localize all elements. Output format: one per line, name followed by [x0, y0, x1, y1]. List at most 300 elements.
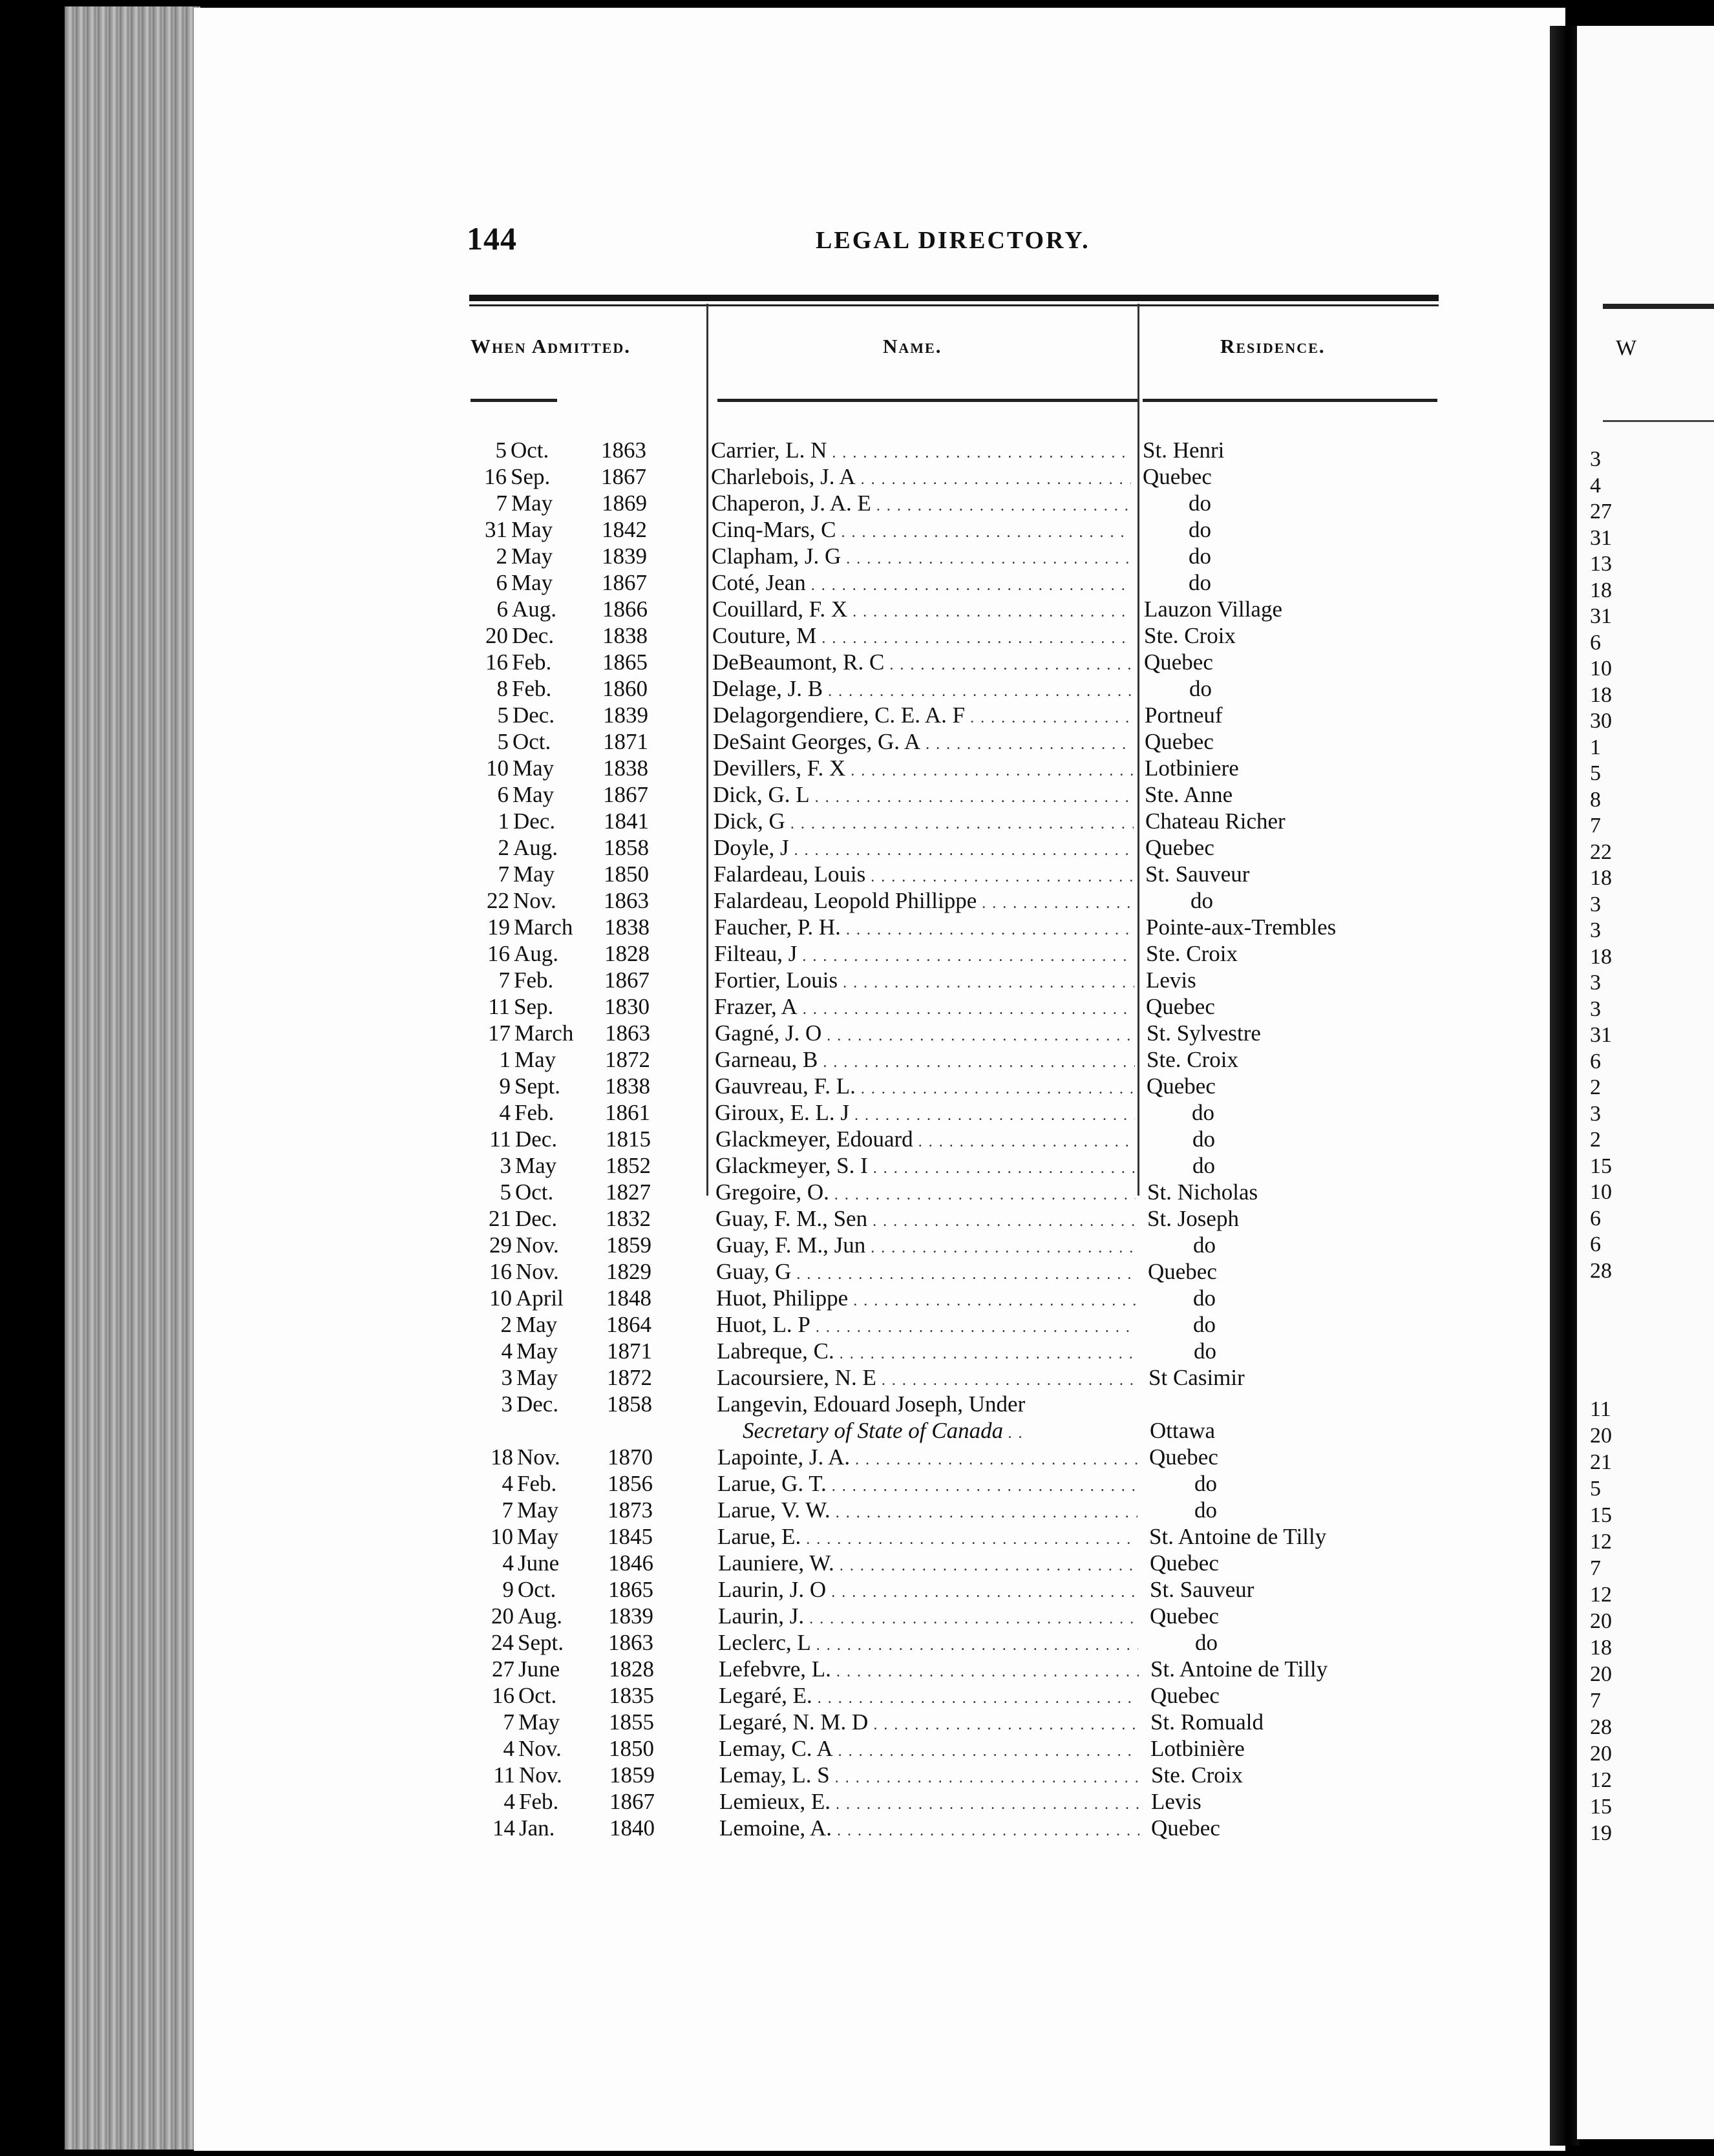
- admitted-month: March: [514, 914, 573, 940]
- admitted-month: May: [513, 861, 555, 887]
- facing-page-day: 11: [1590, 1397, 1611, 1421]
- facing-page-day: 19: [1590, 1821, 1612, 1845]
- admitted-year: 1867: [603, 782, 648, 807]
- lawyer-name: Doyle, J . . .: [714, 834, 1134, 861]
- admitted-day: 3: [501, 1391, 513, 1417]
- facing-page-day: 31: [1590, 525, 1612, 550]
- lawyer-name: Fortier, Louis . . .: [714, 967, 1134, 993]
- column-rule-when-admitted: [471, 399, 557, 402]
- facing-page-day: 20: [1590, 1424, 1612, 1448]
- facing-page-day: 20: [1590, 1662, 1612, 1686]
- residence: do: [1189, 517, 1211, 542]
- facing-page-day: 7: [1590, 1556, 1601, 1580]
- admitted-day: 4: [499, 1100, 511, 1125]
- header-rule-thin: [469, 304, 1439, 306]
- admitted-month: June: [518, 1550, 560, 1576]
- running-head: LEGAL DIRECTORY.: [816, 227, 1090, 254]
- facing-page-day: 5: [1590, 761, 1601, 785]
- lawyer-name: Dick, G . . .: [714, 808, 1134, 834]
- residence: Quebec: [1144, 650, 1213, 675]
- admitted-day: 16: [485, 650, 508, 675]
- admitted-month: Feb.: [512, 650, 552, 675]
- facing-page-fragment: [1577, 26, 1714, 2139]
- facing-page-day: 15: [1590, 1503, 1612, 1527]
- admitted-year: 1871: [603, 729, 648, 754]
- admitted-day: 2: [498, 835, 509, 860]
- residence: do: [1189, 676, 1212, 701]
- admitted-day: 5: [495, 438, 507, 463]
- admitted-day: 27: [492, 1656, 514, 1682]
- residence: Ste. Croix: [1151, 1762, 1243, 1788]
- admitted-month: Dec.: [513, 703, 555, 728]
- facing-page-day: 13: [1590, 552, 1612, 576]
- admitted-month: Nov.: [518, 1736, 562, 1761]
- residence: Lotbinière: [1150, 1736, 1245, 1761]
- residence: do: [1189, 491, 1211, 516]
- admitted-year: 1865: [608, 1577, 653, 1602]
- lawyer-name: Launiere, W. . . .: [718, 1550, 1138, 1576]
- lawyer-name: Guay, F. M., Sen . . .: [715, 1205, 1136, 1232]
- admitted-month: Oct.: [518, 1683, 557, 1708]
- admitted-month: Feb.: [517, 1471, 557, 1496]
- residence: Quebec: [1150, 1683, 1220, 1708]
- facing-page-day: 3: [1590, 447, 1601, 471]
- facing-page-day: 31: [1590, 1023, 1612, 1047]
- lawyer-name: DeBeaumont, R. C . . .: [712, 649, 1132, 675]
- lawyer-title-continuation: Secretary of State of Canada . .: [743, 1417, 1137, 1444]
- admitted-month: May: [511, 570, 553, 595]
- admitted-year: 1850: [604, 861, 649, 887]
- residence: do: [1192, 1100, 1214, 1125]
- admitted-day: 4: [503, 1789, 515, 1814]
- facing-page-day: 3: [1590, 892, 1601, 916]
- residence: St. Sauveur: [1145, 861, 1250, 887]
- admitted-day: 10: [491, 1524, 513, 1549]
- lawyer-name: Labreque, C. . . .: [717, 1338, 1137, 1364]
- admitted-month: May: [517, 1524, 559, 1549]
- lawyer-name: Laurin, J. . . .: [718, 1603, 1138, 1629]
- facing-page-day: 22: [1590, 840, 1612, 864]
- admitted-year: 1870: [608, 1444, 653, 1470]
- residence: St. Sauveur: [1150, 1577, 1254, 1602]
- admitted-day: 10: [489, 1285, 512, 1311]
- admitted-year: 1830: [604, 994, 650, 1019]
- admitted-year: 1863: [601, 438, 646, 463]
- residence: do: [1193, 1285, 1216, 1311]
- residence: Ottawa: [1150, 1418, 1216, 1443]
- admitted-year: 1846: [608, 1550, 653, 1576]
- column-rule-residence: [1143, 399, 1437, 402]
- admitted-month: May: [515, 1153, 557, 1178]
- admitted-day: 6: [497, 782, 509, 807]
- admitted-year: 1867: [609, 1789, 655, 1814]
- admitted-month: Dec.: [512, 623, 555, 648]
- facing-page-day: 18: [1590, 682, 1612, 707]
- facing-page-day: 8: [1590, 787, 1601, 812]
- lawyer-name: Frazer, A . . .: [714, 993, 1134, 1020]
- admitted-day: 7: [498, 861, 509, 887]
- admitted-day: 29: [489, 1232, 512, 1258]
- facing-page-day: 21: [1590, 1450, 1612, 1474]
- admitted-day: 4: [502, 1550, 514, 1576]
- facing-page-day: 3: [1590, 1101, 1601, 1126]
- admitted-month: March: [514, 1020, 574, 1046]
- lawyer-name: Legaré, N. M. D . . .: [719, 1709, 1139, 1735]
- admitted-day: 7: [498, 967, 510, 993]
- facing-page-day: 18: [1590, 1636, 1612, 1660]
- facing-page-day: 18: [1590, 866, 1612, 890]
- book-page-edges: [65, 6, 200, 2150]
- residence: Quebec: [1145, 835, 1214, 860]
- admitted-year: 1863: [608, 1630, 653, 1655]
- admitted-month: Dec.: [515, 1206, 558, 1231]
- lawyer-name: Gauvreau, F. L. . . .: [715, 1073, 1135, 1099]
- residence: do: [1192, 1153, 1215, 1178]
- admitted-year: 1838: [603, 756, 648, 781]
- column-rule-name: [717, 399, 1137, 402]
- residence: Levis: [1146, 967, 1196, 993]
- facing-page-day: 4: [1590, 473, 1601, 498]
- lawyer-name: Garneau, B . . .: [715, 1046, 1135, 1073]
- residence: Quebec: [1151, 1815, 1220, 1841]
- admitted-day: 9: [499, 1073, 511, 1099]
- facing-page-day: 10: [1590, 1180, 1612, 1204]
- admitted-month: Sep.: [514, 994, 554, 1019]
- lawyer-name: Falardeau, Leopold Phillippe . . .: [714, 887, 1134, 914]
- lawyer-name: Guay, G . . .: [716, 1258, 1136, 1285]
- admitted-day: 22: [487, 888, 509, 913]
- admitted-year: 1861: [605, 1100, 650, 1125]
- facing-page-day: 6: [1590, 1232, 1601, 1256]
- admitted-month: Aug.: [518, 1603, 563, 1629]
- lawyer-name: DeSaint Georges, G. A . . .: [713, 728, 1133, 755]
- admitted-month: Feb.: [512, 676, 552, 701]
- admitted-day: 7: [496, 491, 507, 516]
- admitted-day: 16: [492, 1683, 514, 1708]
- facing-page-day: 30: [1590, 709, 1612, 733]
- lawyer-name: Leclerc, L . . .: [718, 1629, 1138, 1656]
- residence: Quebec: [1148, 1259, 1217, 1284]
- residence: St. Sylvestre: [1147, 1020, 1261, 1046]
- admitted-month: May: [517, 1497, 559, 1523]
- admitted-year: 1863: [604, 888, 649, 913]
- admitted-year: 1838: [604, 914, 650, 940]
- admitted-day: 21: [489, 1206, 511, 1231]
- facing-page-day: 1: [1590, 735, 1601, 759]
- residence: St. Antoine de Tilly: [1150, 1656, 1328, 1682]
- lawyer-name: Falardeau, Louis . . .: [714, 861, 1134, 887]
- admitted-month: Nov.: [516, 1232, 559, 1258]
- lawyer-name: Coté, Jean . . .: [712, 569, 1132, 596]
- admitted-year: 1828: [604, 941, 650, 966]
- admitted-year: 1866: [602, 597, 648, 622]
- lawyer-name: Cinq-Mars, C . . .: [712, 516, 1132, 543]
- residence: Ste. Croix: [1144, 623, 1236, 648]
- lawyer-name: Gagné, J. O . . .: [715, 1020, 1135, 1046]
- facing-page-day: 6: [1590, 1206, 1601, 1231]
- admitted-month: Aug.: [513, 835, 558, 860]
- admitted-year: 1828: [609, 1656, 654, 1682]
- admitted-year: 1839: [608, 1603, 653, 1629]
- facing-page-day: 2: [1590, 1075, 1601, 1099]
- admitted-year: 1850: [609, 1736, 654, 1761]
- admitted-year: 1858: [604, 835, 649, 860]
- residence: St. Henri: [1143, 438, 1225, 463]
- lawyer-name: Lemieux, E. . . .: [719, 1788, 1139, 1815]
- column-head-name: Name.: [883, 335, 942, 357]
- admitted-month: Dec.: [513, 808, 556, 834]
- residence: Quebec: [1150, 1603, 1219, 1629]
- facing-page-day: 7: [1590, 1689, 1601, 1713]
- lawyer-name: Lapointe, J. A. . . .: [717, 1444, 1137, 1470]
- residence: Lotbiniere: [1145, 756, 1239, 781]
- lawyer-name: Larue, G. T. . . .: [717, 1470, 1137, 1497]
- admitted-month: May: [511, 544, 553, 569]
- residence: Quebec: [1146, 994, 1215, 1019]
- residence: Quebec: [1150, 1550, 1219, 1576]
- admitted-year: 1863: [605, 1020, 650, 1046]
- facing-page-day: 15: [1590, 1795, 1612, 1819]
- residence: do: [1189, 544, 1211, 569]
- admitted-month: Feb.: [514, 967, 554, 993]
- facing-page-day: 31: [1590, 604, 1612, 628]
- lawyer-name: Langevin, Edouard Joseph, Under: [717, 1391, 1026, 1417]
- admitted-day: 4: [501, 1338, 513, 1364]
- residence: Quebec: [1149, 1444, 1218, 1470]
- lawyer-name: Huot, L. P . . .: [716, 1311, 1136, 1338]
- admitted-day: 31: [485, 517, 507, 542]
- admitted-month: Nov.: [513, 888, 556, 913]
- lawyer-name: Chaperon, J. A. E . . .: [712, 490, 1132, 516]
- admitted-month: May: [511, 491, 553, 516]
- admitted-month: May: [513, 756, 555, 781]
- lawyer-name: Charlebois, J. A . . .: [711, 463, 1131, 490]
- admitted-year: 1839: [602, 544, 647, 569]
- residence: Quebec: [1147, 1073, 1216, 1099]
- admitted-month: Feb.: [514, 1100, 555, 1125]
- lawyer-name: Lemay, C. A . . .: [719, 1735, 1139, 1762]
- lawyer-name: Huot, Philippe . . .: [716, 1285, 1136, 1311]
- residence: do: [1194, 1497, 1217, 1523]
- facing-page-day: 28: [1590, 1715, 1612, 1739]
- admitted-year: 1872: [605, 1047, 650, 1072]
- lawyer-name: Couillard, F. X . . .: [712, 596, 1132, 622]
- admitted-day: 19: [487, 914, 510, 940]
- facing-page-day: 15: [1590, 1154, 1612, 1178]
- lawyer-name: Larue, V. W. . . .: [717, 1497, 1137, 1523]
- admitted-year: 1829: [606, 1259, 651, 1284]
- residence: do: [1194, 1338, 1216, 1364]
- facing-page-column-head: W: [1616, 336, 1637, 360]
- admitted-day: 18: [491, 1444, 513, 1470]
- lawyer-name: Clapham, J. G . . .: [712, 543, 1132, 569]
- residence: do: [1189, 570, 1211, 595]
- facing-page-day: 6: [1590, 1049, 1601, 1073]
- facing-page-day: 2: [1590, 1128, 1601, 1152]
- residence: St. Joseph: [1147, 1206, 1239, 1231]
- admitted-year: 1867: [604, 967, 650, 993]
- admitted-month: May: [516, 1338, 558, 1364]
- admitted-year: 1848: [606, 1285, 651, 1311]
- lawyer-name: Glackmeyer, S. I . . .: [715, 1152, 1136, 1179]
- lawyer-name: Carrier, L. N . . .: [711, 437, 1131, 463]
- admitted-year: 1835: [609, 1683, 654, 1708]
- admitted-year: 1859: [609, 1762, 655, 1788]
- lawyer-name: Couture, M . . .: [712, 622, 1132, 649]
- facing-page-day: 18: [1590, 944, 1612, 969]
- admitted-year: 1864: [606, 1312, 651, 1337]
- residence: St. Antoine de Tilly: [1149, 1524, 1327, 1549]
- admitted-day: 17: [488, 1020, 511, 1046]
- residence: Ste. Anne: [1145, 782, 1233, 807]
- admitted-day: 16: [487, 941, 510, 966]
- admitted-day: 6: [496, 597, 508, 622]
- admitted-month: Dec.: [515, 1126, 558, 1152]
- facing-page-day: 28: [1590, 1258, 1612, 1283]
- residence: do: [1193, 1312, 1216, 1337]
- column-head-when-admitted: When Admitted.: [471, 335, 631, 357]
- admitted-day: 7: [503, 1709, 514, 1735]
- admitted-day: 2: [496, 544, 507, 569]
- facing-page-day: 12: [1590, 1768, 1612, 1792]
- lawyer-name: Devillers, F. X . . .: [713, 755, 1133, 781]
- admitted-day: 16: [484, 464, 507, 489]
- admitted-year: 1852: [606, 1153, 651, 1178]
- admitted-day: 1: [499, 1047, 511, 1072]
- admitted-year: 1838: [602, 623, 648, 648]
- residence: do: [1190, 888, 1213, 913]
- page-number: 144: [467, 220, 517, 257]
- admitted-month: Sep.: [511, 464, 551, 489]
- facing-page-day: 3: [1590, 971, 1601, 995]
- facing-page-day: 10: [1590, 657, 1612, 681]
- lawyer-name: Delagorgendiere, C. E. A. F . . .: [713, 702, 1133, 728]
- admitted-year: 1842: [602, 517, 647, 542]
- admitted-year: 1869: [602, 491, 647, 516]
- admitted-year: 1873: [608, 1497, 653, 1523]
- residence: Ste. Croix: [1147, 1047, 1238, 1072]
- admitted-day: 3: [500, 1153, 511, 1178]
- admitted-day: 14: [492, 1815, 515, 1841]
- admitted-day: 5: [497, 729, 509, 754]
- facing-page-day: 20: [1590, 1742, 1612, 1766]
- admitted-day: 8: [496, 676, 508, 701]
- admitted-month: Oct.: [518, 1577, 556, 1602]
- residence: St Casimir: [1148, 1365, 1245, 1390]
- admitted-year: 1840: [609, 1815, 655, 1841]
- admitted-year: 1871: [607, 1338, 652, 1364]
- admitted-month: Oct.: [513, 729, 551, 754]
- residence: do: [1194, 1471, 1217, 1496]
- admitted-day: 3: [501, 1365, 513, 1390]
- admitted-day: 24: [491, 1630, 514, 1655]
- admitted-month: Oct.: [515, 1179, 554, 1205]
- admitted-day: 4: [503, 1736, 514, 1761]
- residence: St. Romuald: [1150, 1709, 1264, 1735]
- admitted-year: 1815: [606, 1126, 651, 1152]
- admitted-year: 1839: [603, 703, 648, 728]
- facing-page-day: 5: [1590, 1477, 1601, 1501]
- lawyer-name: Lefebvre, L. . . .: [719, 1656, 1139, 1682]
- facing-page-day: 27: [1590, 500, 1612, 523]
- admitted-month: May: [513, 782, 555, 807]
- admitted-month: Nov.: [519, 1762, 562, 1788]
- admitted-year: 1867: [602, 570, 647, 595]
- residence: Quebec: [1145, 729, 1214, 754]
- facing-page-day: 3: [1590, 918, 1601, 942]
- admitted-month: June: [518, 1656, 560, 1682]
- admitted-year: 1838: [605, 1073, 650, 1099]
- lawyer-name: Faucher, P. H. . . .: [714, 914, 1134, 940]
- lawyer-name: Dick, G. L . . .: [713, 781, 1133, 808]
- admitted-day: 7: [502, 1497, 513, 1523]
- admitted-year: 1865: [602, 650, 648, 675]
- lawyer-name: Guay, F. M., Jun . . .: [716, 1232, 1136, 1258]
- lawyer-name: Lemoine, A. . . .: [719, 1815, 1139, 1841]
- admitted-month: May: [514, 1047, 556, 1072]
- lawyer-name: Gregoire, O. . . .: [715, 1179, 1136, 1205]
- admitted-day: 20: [491, 1603, 514, 1629]
- admitted-day: 11: [488, 994, 510, 1019]
- admitted-year: 1855: [609, 1709, 654, 1735]
- admitted-month: Jan.: [519, 1815, 555, 1841]
- admitted-month: May: [516, 1312, 558, 1337]
- facing-page-head-rule: [1603, 420, 1714, 422]
- residence: Ste. Croix: [1146, 941, 1238, 966]
- admitted-year: 1872: [607, 1365, 652, 1390]
- admitted-year: 1859: [606, 1232, 651, 1258]
- admitted-month: May: [518, 1709, 560, 1735]
- facing-page-day: 20: [1590, 1609, 1612, 1633]
- admitted-month: May: [511, 517, 553, 542]
- admitted-month: Nov.: [516, 1259, 559, 1284]
- admitted-month: April: [516, 1285, 564, 1311]
- admitted-year: 1841: [604, 808, 649, 834]
- residence: Portneuf: [1145, 703, 1223, 728]
- admitted-month: Feb.: [519, 1789, 559, 1814]
- admitted-month: Aug.: [514, 941, 559, 966]
- book-gutter: [1550, 26, 1580, 2146]
- header-rule-thick: [469, 295, 1439, 301]
- lawyer-name: Filteau, J . . .: [714, 940, 1134, 967]
- facing-page-day: 6: [1590, 630, 1601, 655]
- residence: Lauzon Village: [1144, 597, 1282, 622]
- lawyer-name: Legaré, E. . . .: [719, 1682, 1139, 1709]
- admitted-day: 5: [497, 703, 509, 728]
- lawyer-name: Larue, E. . . .: [717, 1523, 1137, 1550]
- residence: St. Nicholas: [1147, 1179, 1258, 1205]
- admitted-day: 5: [500, 1179, 511, 1205]
- residence: Quebec: [1143, 464, 1212, 489]
- admitted-month: Sept.: [514, 1073, 560, 1099]
- admitted-day: 11: [493, 1762, 515, 1788]
- admitted-month: May: [516, 1365, 558, 1390]
- admitted-day: 1: [498, 808, 509, 834]
- residence: do: [1193, 1232, 1216, 1258]
- facing-page-day: 3: [1590, 997, 1601, 1021]
- facing-page-day: 12: [1590, 1583, 1612, 1607]
- admitted-month: Sept.: [518, 1630, 564, 1655]
- admitted-day: 9: [502, 1577, 514, 1602]
- lawyer-name: Lacoursiere, N. E . . .: [717, 1364, 1137, 1391]
- lawyer-name: Delage, J. B . . .: [712, 675, 1132, 702]
- residence: do: [1192, 1126, 1215, 1152]
- column-head-residence: Residence.: [1220, 335, 1326, 357]
- lawyer-name: Lemay, L. S . . .: [719, 1762, 1139, 1788]
- lawyer-name: Laurin, J. O . . .: [718, 1576, 1138, 1603]
- admitted-year: 1856: [608, 1471, 653, 1496]
- admitted-month: Aug.: [512, 597, 557, 622]
